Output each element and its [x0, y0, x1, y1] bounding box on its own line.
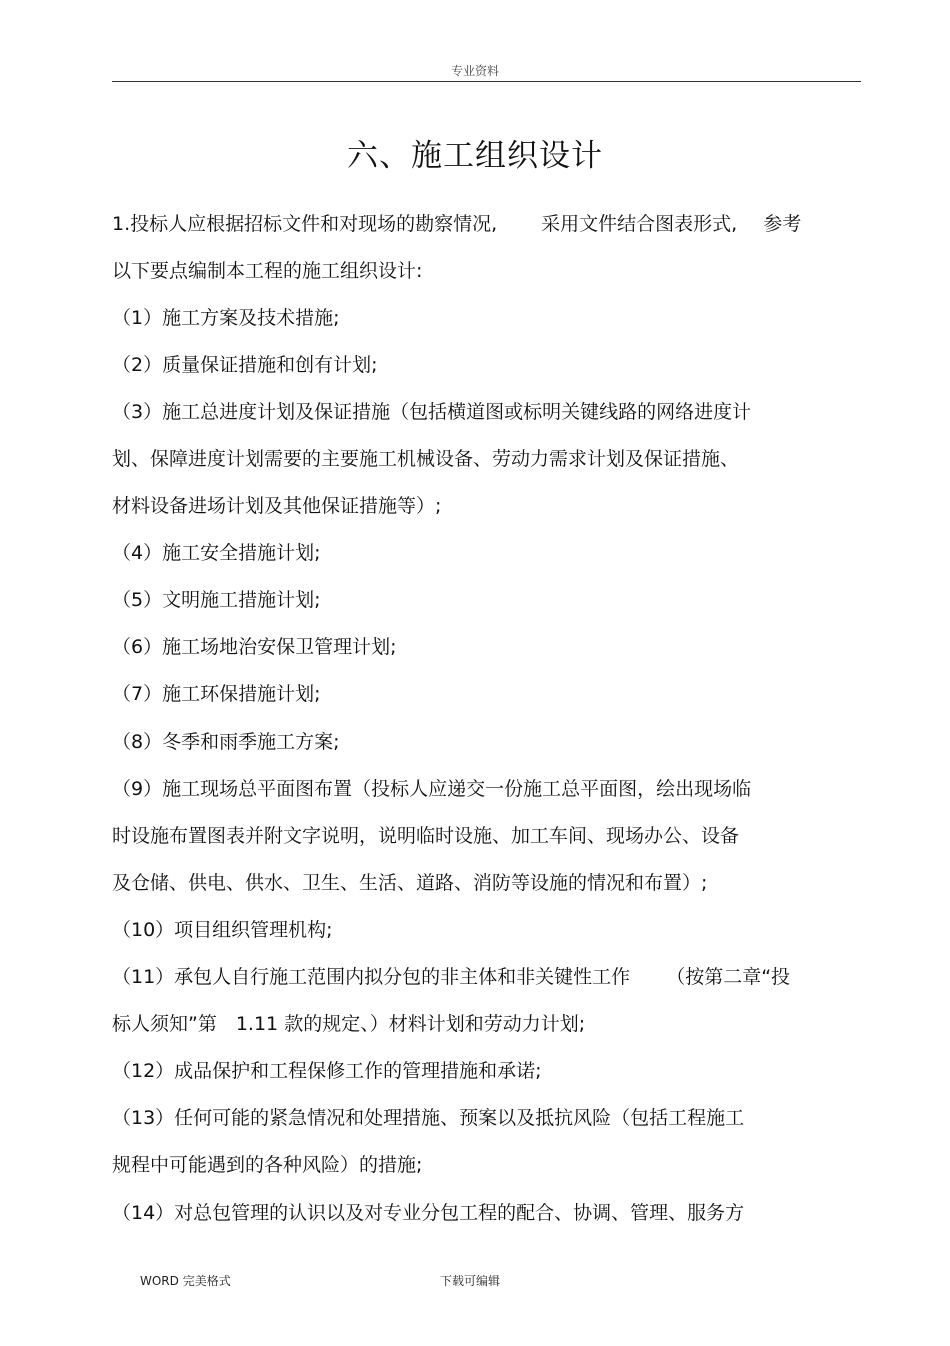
list-item-11-line-1a: （11）承包人自行施工范围内拟分包的非主体和非关键性工作: [112, 966, 631, 988]
header-divider: [112, 81, 861, 82]
list-item-10: （10）项目组织管理机构;: [112, 919, 333, 941]
list-item-1: （1）施工方案及技术措施;: [112, 307, 340, 329]
list-item-11-line-2: 标人须知”第 1.11 款的规定、）材料计划和劳动力计划;: [112, 1013, 586, 1035]
list-item-14: （14）对总包管理的认识以及对专业分包工程的配合、协调、管理、服务方: [112, 1202, 745, 1224]
list-item-9-line-2: 时设施布置图表并附文字说明，说明临时设施、加工车间、现场办公、设备: [112, 825, 740, 847]
intro-line-1a: 1.投标人应根据招标文件和对现场的勘察情况,: [112, 213, 498, 235]
intro-line-1c: 参考: [763, 213, 802, 235]
list-item-3-line-1: （3）施工总进度计划及保证措施（包括横道图或标明关键线路的网络进度计: [112, 401, 752, 423]
list-item-2: （2）质量保证措施和创有计划;: [112, 354, 378, 376]
intro-line-1b: 采用文件结合图表形式,: [541, 213, 738, 235]
list-item-8: （8）冬季和雨季施工方案;: [112, 731, 340, 753]
list-item-4: （4）施工安全措施计划;: [112, 542, 321, 564]
list-item-13-line-1: （13）任何可能的紧急情况和处理措施、预案以及抵抗风险（包括工程施工: [112, 1107, 745, 1129]
list-item-12: （12）成品保护和工程保修工作的管理措施和承诺;: [112, 1060, 542, 1082]
footer-left: WORD 完美格式: [140, 1274, 231, 1288]
list-item-3-line-3: 材料设备进场计划及其他保证措施等）;: [112, 495, 442, 517]
page-header: 专业资料: [450, 64, 499, 78]
list-item-11-line-1: [112, 965, 790, 989]
intro-line-1: [112, 212, 801, 236]
list-item-5: （5）文明施工措施计划;: [112, 589, 321, 611]
list-item-13-line-2: 规程中可能遇到的各种风险）的措施;: [112, 1154, 423, 1176]
list-item-7: （7）施工环保措施计划;: [112, 683, 321, 705]
footer-right: 下载可编辑: [440, 1274, 501, 1288]
list-item-11-line-1b: （按第二章“投: [666, 966, 791, 988]
list-item-3-line-2: 划、保障进度计划需要的主要施工机械设备、劳动力需求计划及保证措施、: [112, 448, 740, 470]
intro-line-2: 以下要点编制本工程的施工组织设计:: [112, 260, 423, 282]
page-title: 六、施工组织设计: [347, 138, 603, 174]
list-item-6: （6）施工场地治安保卫管理计划;: [112, 636, 397, 658]
list-item-9-line-3: 及仓储、供电、供水、卫生、生活、道路、消防等设施的情况和布置）;: [112, 872, 708, 894]
list-item-9-line-1: （9）施工现场总平面图布置（投标人应递交一份施工总平面图，绘出现场临: [112, 778, 752, 800]
